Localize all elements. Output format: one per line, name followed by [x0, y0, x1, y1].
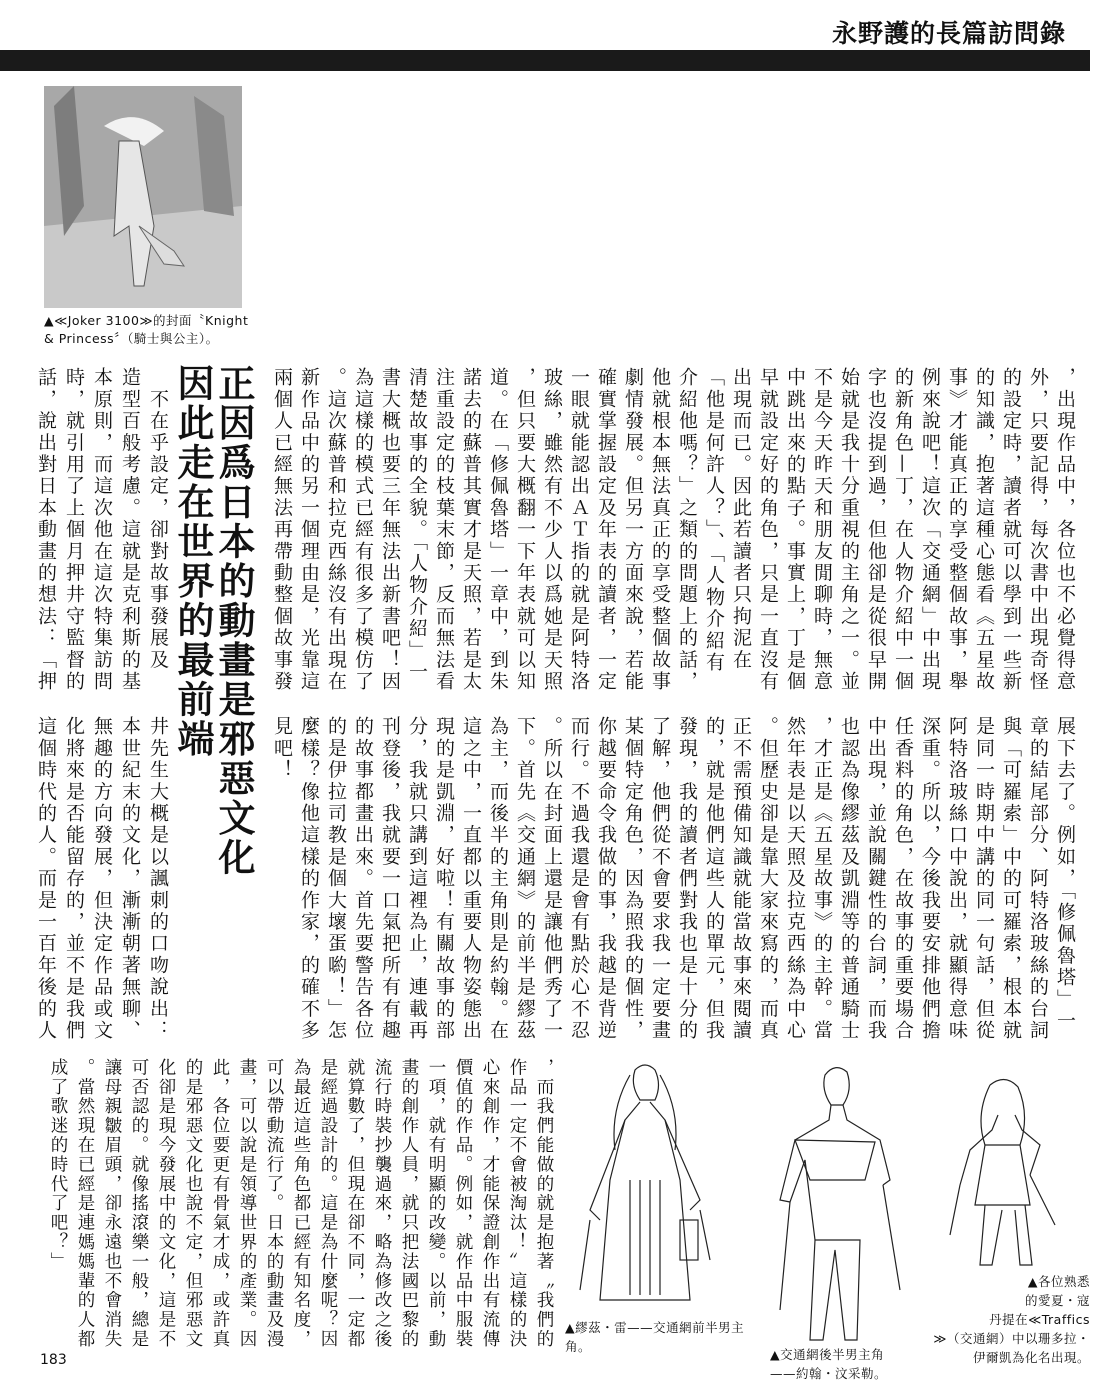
text-column: 心來創作，才能保證創作出有流傳	[480, 1058, 500, 1349]
caption-line: 丹提在≪Traffics	[989, 1312, 1090, 1327]
text-column: 他就根本無法真正的享受整個故事	[649, 367, 671, 693]
text-column: 畫，可以說是領導世界的產業。因	[237, 1058, 257, 1349]
text-column: 是同一時期中講的同一句話，但從	[973, 716, 995, 1042]
article-row1-right	[268, 367, 1078, 697]
text-column: 的知識，抱著這種心態看《五星故	[973, 367, 995, 693]
text-column: 玻絲，雖然有不少人以爲她是天照	[541, 367, 563, 693]
text-column: 中跳出來的點子。事實上，丁是個	[784, 367, 806, 693]
cover-illustration-joker-3100	[44, 86, 242, 308]
text-column: 成了歌迷的時代了吧？」	[48, 1058, 68, 1272]
text-column: 例來說吧！這次「交通網」中出現	[919, 367, 941, 693]
text-column: 書大概也要三年無法出新書吧！因	[379, 367, 401, 693]
text-column: 你越要命令我做的事，我越是背逆	[595, 716, 617, 1042]
text-column: 兩個人已經無法再帶動整個故事發	[271, 367, 293, 693]
text-column: 不在乎設定，卻對故事發展及	[147, 367, 169, 671]
text-column: 畫的創作人員，就只把法國巴黎的	[399, 1058, 419, 1349]
caption-line: ▲繆茲・雷——交通網前半男主	[565, 1320, 745, 1335]
text-column: ，才正是《五星故事》的主幹。當	[811, 716, 833, 1042]
text-column: 也認為像繆茲及凱淵等的普通騎士	[838, 716, 860, 1042]
text-column: 一項，就有明顯的改變。以前，動	[426, 1058, 446, 1349]
text-column: 。所以在封面上還是讓他們秀了一	[541, 716, 563, 1042]
muse-character-illustration	[570, 1060, 720, 1322]
text-column: 不是今天昨天和朋友閒聊時，無意	[811, 367, 833, 693]
page-number: 183	[40, 1352, 67, 1368]
text-column: 本原則，而這次他在這次特集訪問	[91, 367, 113, 693]
text-column: 發現，我的讀者們對我也是十分的	[676, 716, 698, 1042]
text-column: 事》才能真正的享受整個故事，舉	[946, 367, 968, 693]
text-column: 某個特定角色，因為照我的個性，	[622, 716, 644, 1042]
photo-caption	[44, 312, 274, 348]
article-row2-right	[268, 716, 1078, 1051]
header-bar	[0, 50, 1090, 71]
text-column: 化將來是否能留存的，並不是我們	[63, 716, 85, 1042]
text-column: 造型百般考慮。這就是克利斯的基	[119, 367, 141, 693]
text-column: 始就是我十分重視的主角之一。並	[838, 367, 860, 693]
text-column: 麼樣？像他這樣的作家，的確不多	[298, 716, 320, 1042]
text-column: 劇情發展。但另一方面來說，若能	[622, 367, 644, 693]
text-column: 字也沒提到過，但他卻是從很早開	[865, 367, 887, 693]
text-column: 正不需預備知識就能當故事來閱讀	[730, 716, 752, 1042]
text-column: 無趣的方向發展，但決定作品或文	[91, 716, 113, 1042]
caption-line: ≫（交通網）中以珊多拉・	[933, 1331, 1090, 1346]
text-column: 是經過設計的。這是為什麼呢？因	[318, 1058, 338, 1349]
text-column: 為這樣的模式已經有很多了模仿了	[352, 367, 374, 693]
text-column: 然年表是以天照及拉克西絲為中心	[784, 716, 806, 1042]
text-column: 分，我就只講到這裡為止，連載再	[406, 716, 428, 1042]
john-caption	[770, 1345, 930, 1383]
caption-line: ▲各位熟悉	[1027, 1274, 1090, 1289]
text-column: 。但歷史卻是靠大家來寫的，而真	[757, 716, 779, 1042]
caption-line: 的愛夏・寇	[1024, 1293, 1090, 1308]
caption-line: ▲≪Joker 3100≫的封面〝Knight	[44, 313, 249, 328]
text-column: ，但只要大概翻一下年表就可以知	[514, 367, 536, 693]
text-column: 深重。所以，今後我要安排他們擔	[919, 716, 941, 1042]
text-column: 時，就引用了上個月押井守監督的	[63, 367, 85, 693]
headline-line-2: 因此走在世界的最前端	[171, 364, 214, 759]
section-title: 永野護的長篇訪問錄	[831, 19, 1066, 48]
text-column: 了解，他們從不會要求我一定要畫	[649, 716, 671, 1042]
text-column: 展下去了。例如，「修佩魯塔」一	[1054, 716, 1076, 1032]
text-column: 清楚故事的全貌。「人物介紹」一	[406, 367, 428, 683]
text-column: 為主，而後半的主角則是約翰。在	[487, 716, 509, 1042]
john-character-illustration	[765, 1060, 905, 1350]
asha-caption	[920, 1272, 1090, 1367]
caption-line: ▲交通網後半男主角	[770, 1347, 885, 1362]
article-row3	[44, 1058, 557, 1353]
text-column: 的故事都畫出來。首先要警告各位	[352, 716, 374, 1042]
text-column: 的新角色—丁，在人物介紹中一個	[892, 367, 914, 693]
text-column: 現的是凱淵，好啦！有關故事的部	[433, 716, 455, 1042]
text-column: 一眼就能認出ＡＴ指的就是阿特洛	[568, 367, 590, 693]
text-column: 的設定時，讀者就可以學到一些新	[1000, 367, 1022, 693]
text-column: 介紹他嗎？」之類的問題上的話，	[676, 367, 698, 693]
text-column: 本世紀末的文化，漸漸朝著無聊、	[119, 716, 141, 1042]
text-column: 早就設定好的角色，只是一直沒有	[757, 367, 779, 693]
text-column: 此，各位要更有骨氣才成，或許真	[210, 1058, 230, 1349]
text-column: 而行。不過我還是會有點於心不忍	[568, 716, 590, 1042]
caption-line: 伊爾凱為化名出現。	[972, 1350, 1090, 1365]
headline-line-1: 正因爲日本的動畫是邪惡文化	[212, 364, 255, 878]
cover-art	[44, 86, 242, 308]
text-column: ，出現作品中，各位也不必覺得意	[1054, 367, 1076, 693]
text-column: 見吧！	[271, 716, 293, 782]
text-column: 任香料的角色，在故事的重要場合	[892, 716, 914, 1042]
text-column: 可否認的。就像搖滾樂一般，總是	[129, 1058, 149, 1349]
text-column: 阿特洛玻絲口中說出，就顯得意味	[946, 716, 968, 1042]
text-column: 可以帶動流行了。日本的動畫及漫	[264, 1058, 284, 1349]
text-column: 下。首先《交通網》的前半是繆茲	[514, 716, 536, 1042]
text-column: 化卻是現今發展中的文化，這是不	[156, 1058, 176, 1349]
text-column: 為最近這些角色都已經有知名度，	[291, 1058, 311, 1349]
text-column: 。這次蘇普和拉克西絲沒有出現在	[325, 367, 347, 693]
article-row1-left	[32, 367, 172, 697]
asha-character-illustration	[930, 1075, 1070, 1275]
text-column: 這之中，一直都以重要人物姿態出	[460, 716, 482, 1042]
caption-line: 角。	[565, 1339, 592, 1354]
text-column: 確實掌握設定及年表的讀者，一定	[595, 367, 617, 693]
text-column: 的是伊拉司教是個大壞蛋喲！」怎	[325, 716, 347, 1042]
text-column: 這個時代的人。而是一百年後的人	[35, 716, 57, 1042]
text-column: 就算數了，但現在卻不同，一定都	[345, 1058, 365, 1349]
text-column: 中出現，並說關鍵性的台詞，而我	[865, 716, 887, 1042]
caption-line: & Princess〞（騎士與公主）。	[44, 331, 219, 346]
text-column: 注重設定的枝葉末節，反而無法看	[433, 367, 455, 693]
text-column: 與「可羅索」中的可羅索，根本就	[1000, 716, 1022, 1042]
text-column: 。當然現在已經是連媽媽輩的人都	[75, 1058, 95, 1349]
text-column: 作品一定不會被淘汰！〞這樣的決	[507, 1058, 527, 1349]
text-column: 話，說出對日本動畫的想法：「押	[35, 367, 57, 693]
text-column: 「他是何許人？」、「人物介紹有	[703, 367, 725, 674]
text-column: 價值的作品。例如，就作品中服裝	[453, 1058, 473, 1349]
text-column: 的，就是他們這些人的單元，但我	[703, 716, 725, 1042]
text-column: 諾去的蘇普其實才是天照，若是太	[460, 367, 482, 693]
text-column: 讓母親皺眉頭，卻永遠也不會消失	[102, 1058, 122, 1349]
text-column: 出現而已。因此若讀者只拘泥在	[730, 367, 752, 671]
text-column: 流行時裝抄襲過來，略為修改之後	[372, 1058, 392, 1349]
article-row2-left	[32, 716, 172, 1051]
caption-line: ——約翰・汶采勒。	[770, 1366, 888, 1381]
text-column: 章的結尾部分、阿特洛玻絲的台詞	[1027, 716, 1049, 1042]
text-column: 的是邪惡文化也說不定，但邪惡文	[183, 1058, 203, 1349]
text-column: 井先生大概是以諷刺的口吻說出：	[147, 716, 169, 1042]
text-column: 外，只要記得，每次書中出現奇怪	[1027, 367, 1049, 693]
text-column: ，而我們能做的就是抱著〝我們的	[534, 1058, 554, 1349]
text-column: 道。在「修佩魯塔」一章中，到朱	[487, 367, 509, 693]
text-column: 新作品中的另一個理由是，光靠這	[298, 367, 320, 693]
text-column: 刊登後，我就要一口氣把所有有趣	[379, 716, 401, 1042]
muse-caption	[565, 1318, 765, 1356]
